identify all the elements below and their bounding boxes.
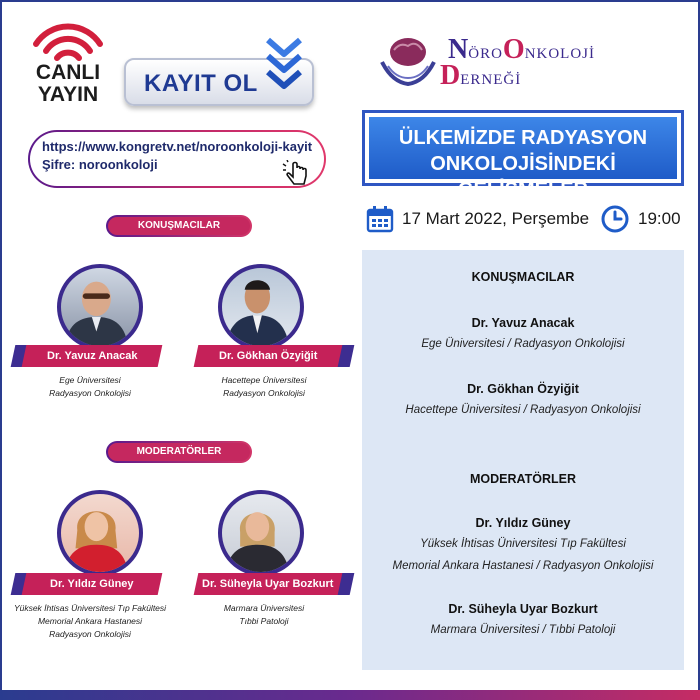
person-silhouette-icon (222, 494, 300, 572)
avatar (218, 264, 304, 350)
clock-icon (600, 204, 630, 234)
moderator-name-bar: Dr. Süheyla Uyar Bozkurt (194, 573, 343, 595)
person-silhouette-icon (222, 268, 300, 346)
logo-letter: O (502, 34, 525, 65)
association-logo (378, 32, 668, 92)
person-silhouette-icon (61, 494, 139, 572)
logo-word: ÖRO (468, 46, 503, 62)
logo-letter: D (440, 60, 461, 91)
avatar (57, 264, 143, 350)
moderators-label-pill: MODERATÖRLER (106, 441, 252, 463)
speaker-name-bar: Dr. Yavuz Anacak (22, 345, 163, 367)
registration-password: Şifre: noroonkoloji (42, 157, 158, 172)
speakers-label-pill: KONUŞMACILAR (106, 215, 252, 237)
speaker-affiliation: Hacettepe Üniversitesi Radyasyon Onkolojisi (221, 375, 307, 398)
panel-moderators-heading: MODERATÖRLER (469, 472, 576, 486)
panel-moderator-name: Dr. Yıldız Güney (475, 516, 571, 530)
panel-speakers-heading: KONUŞMACILAR (471, 270, 575, 284)
pointer-hand-icon (282, 160, 312, 190)
person-silhouette-icon (61, 268, 139, 346)
logo-word: ERNEĞİ (460, 72, 522, 88)
logo-word: NKOLOJİ (524, 46, 596, 62)
moderator-affiliation: Marmara Üniversitesi Tıbbi Patoloji (223, 603, 305, 626)
panel-moderator-affiliation: Yüksek İhtisas Üniversitesi Tıp Fakültesi (420, 538, 626, 550)
live-label-line2: YAYIN (37, 83, 99, 106)
bottom-accent-bar (0, 690, 700, 700)
brain-hands-icon (378, 32, 438, 88)
date-time-row (366, 203, 686, 235)
live-label-line1: CANLI (35, 61, 101, 84)
panel-moderator-affiliation: Marmara Üniversitesi / Tıbbi Patoloji (430, 624, 616, 636)
panel-speaker-affiliation: Ege Üniversitesi / Radyasyon Onkolojisi (421, 338, 625, 350)
logo-letter: N (448, 34, 469, 65)
chevron-down-icon (264, 34, 304, 104)
moderator-affiliation: Yüksek İhtisas Üniversitesi Tıp Fakültesi Memorial Ankara Hastanesi Radyasyon Onkolojisi (13, 603, 167, 639)
panel-speaker-affiliation: Hacettepe Üniversitesi / Radyasyon Onkolojisi (405, 404, 641, 416)
panel-moderator-affiliation: Memorial Ankara Hastanesi / Radyasyon Onkolojisi (392, 560, 654, 572)
register-button[interactable] (124, 58, 314, 106)
event-title-line2: ONKOLOJİSİNDEKİ GELİŞMELER (430, 153, 616, 201)
event-time: 19:00 (638, 209, 681, 228)
panel-speaker-name: Dr. Gökhan Özyiğit (467, 382, 579, 396)
panel-speaker-name: Dr. Yavuz Anacak (471, 316, 575, 330)
event-title-line1: ÜLKEMİZDE RADYASYON (398, 127, 648, 149)
speaker-affiliation: Ege Üniversitesi Radyasyon Onkolojisi (49, 375, 131, 398)
avatar (218, 490, 304, 576)
moderator-name-bar: Dr. Yıldız Güney (22, 573, 163, 595)
program-panel (362, 250, 684, 670)
speaker-name-bar: Dr. Gökhan Özyiğit (194, 345, 343, 367)
event-date: 17 Mart 2022, Perşembe (402, 209, 590, 228)
avatar (57, 490, 143, 576)
live-badge[interactable] (26, 18, 110, 108)
register-button-label: KAYIT OL (144, 70, 258, 97)
registration-url[interactable]: https://www.kongretv.net/noroonkoloji-kayit (42, 139, 313, 154)
panel-moderator-name: Dr. Süheyla Uyar Bozkurt (448, 602, 598, 616)
broadcast-wifi-icon (26, 18, 110, 62)
event-title-box (362, 110, 684, 201)
calendar-icon (366, 205, 394, 233)
